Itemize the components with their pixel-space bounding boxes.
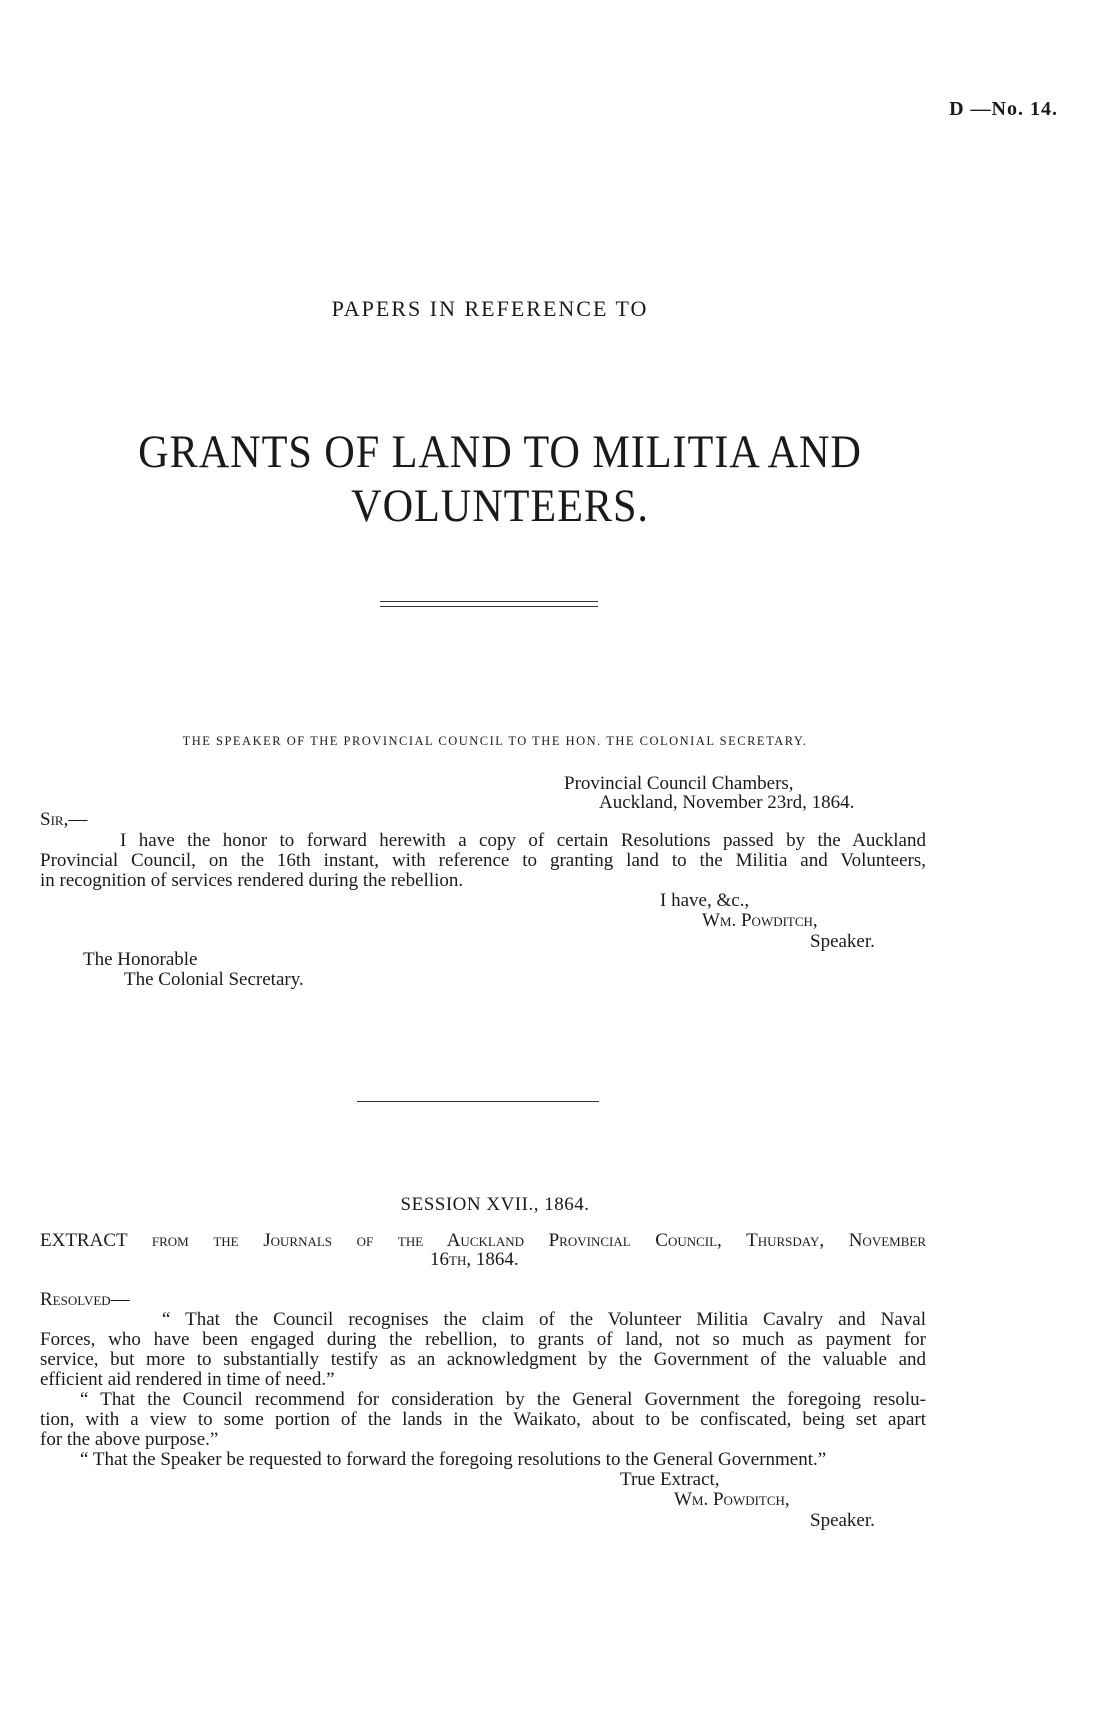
letter-body-text-1: I have the honor to forward herewith a copy of certain Resolutions passed by the Auckland (120, 830, 926, 851)
letter-recipient-line-1: The Honorable (83, 949, 198, 970)
resolution-2-line-3: for the above purpose.” (40, 1429, 219, 1450)
letter-address-line-1: Provincial Council Chambers, (564, 773, 794, 794)
section-divider (357, 1101, 599, 1102)
title-divider-top (380, 601, 598, 602)
letter-address-line-2: Auckland, November 23rd, 1864. (599, 792, 855, 813)
title-divider-bottom (380, 606, 598, 607)
letter-signature-title: Speaker. (810, 931, 875, 952)
letter-recipient-line-2: The Colonial Secretary. (124, 969, 304, 990)
letter-signature-name: Wm. Powditch, (702, 910, 818, 931)
resolution-1-line-2 (40, 1330, 926, 1350)
letter-body-line-1 (120, 831, 926, 851)
letter-body-text-2: Provincial Council, on the 16th instant, with reference to granting land to the Militia and Volunteers, (40, 850, 926, 871)
resolution-1-line-1 (162, 1310, 926, 1330)
document-number-prefix: D —No. (949, 98, 1024, 120)
letter-body-line-3: in recognition of services rendered during the rebellion. (40, 870, 464, 891)
resolved-label: Resolved— (40, 1289, 130, 1310)
resolution-1-text-1: “ That the Council recognises the claim of the Volunteer Militia Cavalry and Naval (162, 1309, 926, 1330)
extract-heading-text-1: EXTRACT from the Journals of the Auckland Provincial Council, Thursday, November (40, 1230, 926, 1251)
letter-heading: THE SPEAKER OF THE PROVINCIAL COUNCIL TO THE HON. THE COLONIAL SECRETARY. (182, 734, 808, 748)
resolution-1-text-3: service, but more to substantially testify as an acknowledgment by the Government of the valuable and (40, 1349, 926, 1370)
document-subtitle: PAPERS IN REFERENCE TO (331, 296, 649, 321)
extract-heading-line-1 (40, 1231, 926, 1251)
letter-salutation: Sir,— (40, 809, 88, 830)
resolution-2-line-1 (80, 1390, 926, 1410)
resolution-3-line-1: “ That the Speaker be requested to forward the foregoing resolutions to the General Government.” (80, 1449, 827, 1470)
session-heading: SESSION XVII., 1864. (400, 1194, 590, 1215)
document-number (949, 98, 1058, 121)
resolution-1-line-3 (40, 1350, 926, 1370)
resolution-1-text-2: Forces, who have been engaged during the rebellion, to grants of land, not so much as payment for (40, 1329, 926, 1350)
letter-body-line-2 (40, 851, 926, 871)
document-title: GRANTS OF LAND TO MILITIA AND VOLUNTEERS. (138, 426, 862, 532)
extract-signature-name: Wm. Powditch, (674, 1489, 790, 1510)
true-extract-label: True Extract, (620, 1469, 720, 1490)
extract-heading-line-2: 16th, 1864. (430, 1249, 519, 1270)
extract-signature-title: Speaker. (810, 1510, 875, 1531)
resolution-2-text-2: tion, with a view to some portion of the lands in the Waikato, about to be confiscated, being set apart (40, 1409, 926, 1430)
letter-closing: I have, &c., (660, 890, 750, 911)
resolution-2-text-1: “ That the Council recommend for consideration by the General Government the foregoing resolu- (80, 1389, 926, 1410)
resolution-1-line-4: efficient aid rendered in time of need.” (40, 1369, 335, 1390)
resolution-2-line-2 (40, 1410, 926, 1430)
document-number-value: 14. (1030, 98, 1058, 120)
